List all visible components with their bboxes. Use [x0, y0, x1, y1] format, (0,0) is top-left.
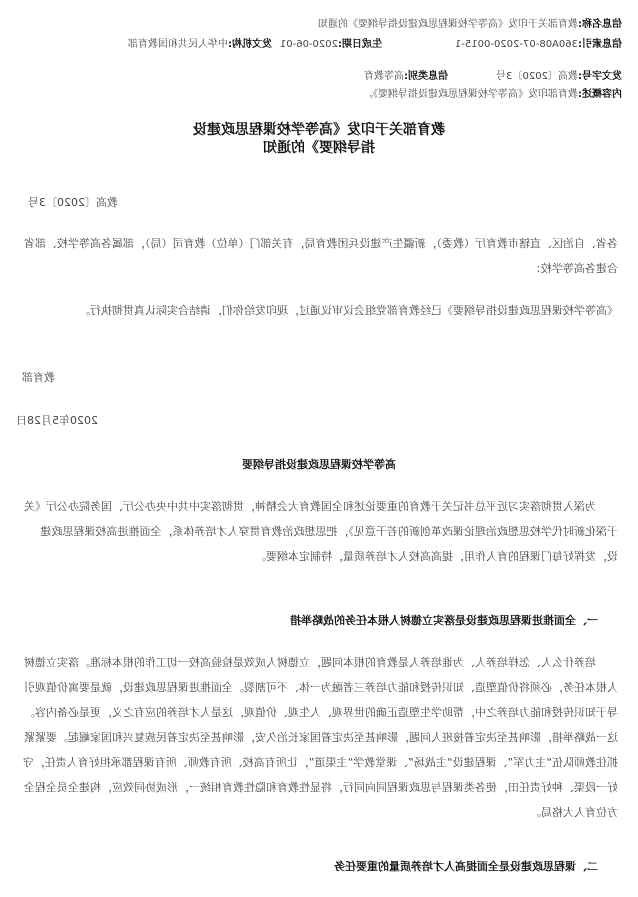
outline-intro-para: 为深入贯彻落实习近平总书记关于教育的重要论述和全国教育大会精神，贯彻落实中共中央办公厅、国务院办公厅《关于深化新时代学校思想政治理论课改革创新的若干意见》，把思想政治教育贯穿人才培养体系，全面推进高校课程思政建设，发挥好每门课程的育人作用，提高高校人才培养质量，特制定本纲要。: [24, 500, 618, 563]
doc-salutation: 各省、自治区、直辖市教育厅（教委），新疆生产建设兵团教育局，有关部门（单位）教育司（局），部属各高等学校、部省合建各高等学校：: [24, 237, 618, 275]
section-heading-2: 二、课程思政建设是全面提高人才培养质量的重要任务: [334, 860, 598, 873]
doc-title-line1: 教育部关于印发《高等学校课程思政建设: [193, 122, 445, 138]
doc-title-line2: 指导纲要》的通知: [263, 140, 375, 156]
meta-name-row: [318, 18, 622, 31]
meta-org-row: [102, 38, 272, 51]
meta-index-label: 信息索引:: [578, 39, 622, 50]
meta-category-label: 信息类别:: [404, 71, 448, 82]
meta-name-label: 信息名称:: [578, 19, 622, 30]
meta-category-value: 高等教育: [364, 71, 404, 82]
doc-number: 教高〔2020〕3号: [28, 196, 118, 209]
doc-body-para: 《高等学校课程思政建设指导纲要》已经教育部党组会议审议通过，现印发给你们，请结合实际认真贯彻执行。: [79, 304, 618, 317]
meta-summary-label: 内容概述:: [578, 89, 622, 100]
meta-number-value: 教高〔2020〕3号: [496, 71, 578, 82]
section-1-para: 培养什么人、怎样培养人、为谁培养人是教育的根本问题，立德树人成效是检验高校一切工作的根本标准。落实立德树人根本任务，必须将价值塑造、知识传授和能力培养三者融为一体、不可割裂。全面推进课程思政建设，就是要寓价值观引导于知识传授和能力培养之中，帮助学生塑造正确的世界观、人生观、价值观，这是人才培养的应有之义，更是必备内容。这一战略举措，影响甚至决定着接班人问题，影响甚至决定着国家长治久安，影响甚至决定着民族复兴和国家崛起。要紧紧抓住教师队伍“主力军”、课程建设“主战场”、课堂教学“主渠道”，让所有高校、所有教师、所有课程都承担好育人责任，守好一段渠、种好责任田，使各类课程与思政课程同向同行，将显性教育和隐性教育相统一，形成协同效应，构建全员全程全方位育人大格局。: [22, 656, 618, 819]
meta-date-row: [280, 38, 382, 51]
meta-category-row: [364, 70, 448, 83]
outline-title: 高等学校课程思政建设指导纲要: [242, 458, 396, 471]
meta-summary-row: [363, 88, 622, 101]
meta-index-row: [455, 38, 622, 51]
meta-number-row: [496, 70, 622, 83]
meta-org-value: 中华人民共和国教育部: [128, 39, 228, 50]
meta-date-value: 2020-06-01: [279, 39, 338, 50]
meta-number-label: 发文字号:: [578, 71, 622, 82]
meta-date-label: 生成日期:: [338, 39, 382, 50]
meta-org-label: 发文机构:: [228, 39, 272, 50]
meta-summary-value: 教育部印发《高等学校课程思政建设指导纲要》。: [363, 89, 578, 100]
doc-signer: 教育部: [22, 371, 55, 384]
doc-date: 2020年5月28日: [16, 414, 98, 427]
section-heading-1: 一、全面推进课程思政建设是落实立德树人根本任务的战略举措: [290, 614, 598, 627]
meta-name-value: 教育部关于印发《高等学校课程思政建设指导纲要》的通知: [318, 19, 578, 30]
meta-index-value: 360A08-07-2020-0015-1: [454, 39, 578, 50]
